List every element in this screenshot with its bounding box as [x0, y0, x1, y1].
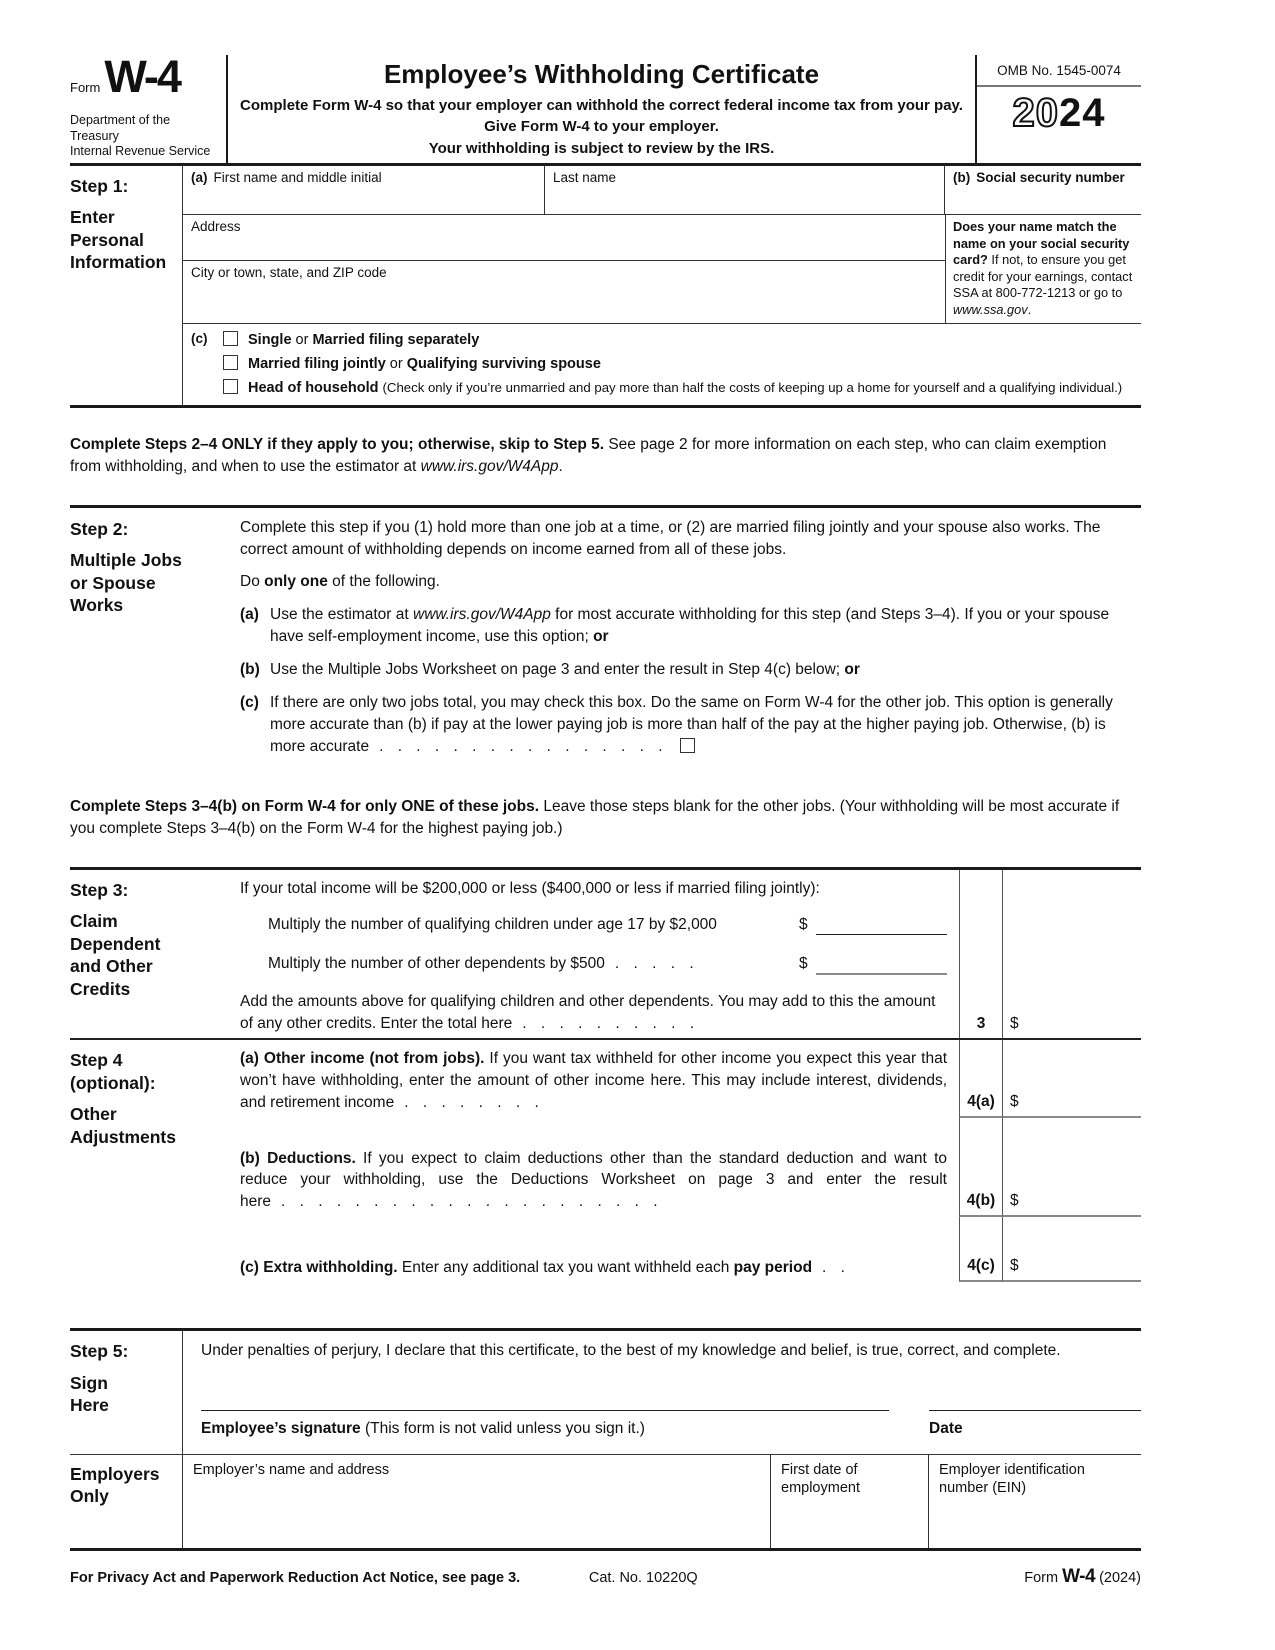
step4-spacer [240, 1217, 1141, 1253]
step4-label-line: Adjustments [70, 1126, 176, 1147]
do-pre: Do [240, 573, 265, 591]
step4-title-line: (optional): [70, 1072, 156, 1093]
spacer-text [240, 1217, 959, 1253]
filing-mid: or [291, 331, 313, 348]
agency-block [70, 113, 220, 160]
step5-label-line: Sign [70, 1372, 108, 1393]
filing-option-label [248, 379, 1122, 397]
footer-form-word: Form [1024, 1569, 1063, 1586]
qualifying-children-row [240, 904, 1141, 940]
dollar-sign: $ [1010, 1092, 1019, 1110]
step2-label-line: or Spouse [70, 572, 156, 593]
extra-withholding-row [240, 1253, 1141, 1283]
step4-title: Step 4 [70, 1050, 123, 1071]
dot-leader: . . . . . [614, 955, 699, 973]
employers-label-line: Employers [70, 1463, 160, 1484]
step3-intro-row [240, 870, 1141, 904]
footer-form-year: (2024) [1095, 1569, 1141, 1586]
step4-label [70, 1040, 240, 1282]
signature-label-text: (This form is not valid unless you sign it.) [360, 1419, 645, 1437]
date-line[interactable] [929, 1410, 1141, 1440]
step2-title: Step 2: [70, 519, 129, 540]
page-footer [70, 1551, 1141, 1588]
employer-name-caption: Employer’s name and address [193, 1461, 390, 1478]
other-dependents-row [240, 939, 1141, 979]
step5-label-line: Here [70, 1395, 109, 1416]
employer-name-address-input[interactable] [183, 1455, 771, 1548]
subtitle-2: Give Form W-4 to your employer. [484, 118, 719, 136]
notice-24-text: See page 2 for more information on each step, who can claim exemption from withholding, and when to use the estimator at [70, 435, 1107, 475]
spacer-text [240, 1118, 959, 1144]
last-name-caption: Last name [553, 169, 617, 185]
omb-year-block [975, 55, 1141, 163]
other-income-text: If you want tax withheld for other income you expect this year that won’t have withholding, enter the amount of other income here. This may include interest, dividends, and retirement income [240, 1050, 947, 1111]
step3-title: Step 3: [70, 880, 129, 901]
employee-signature-line[interactable] [201, 1410, 889, 1440]
ein-caption: Employer identification [939, 1461, 1085, 1478]
form-header [70, 51, 1141, 166]
dot-leader: . . . . . . . . . . . . . . . . [379, 738, 668, 756]
form-word: Form [70, 80, 101, 95]
option-c-text [270, 692, 1141, 758]
form-number [70, 51, 220, 102]
dollar-sign: $ [1010, 1257, 1019, 1275]
option-a-mid: for most accurate withholding for this step (and Steps 3–4). If you or your spouse have self-employment income, use this option; [270, 606, 1110, 646]
dot-leader: . . . . . . . . . . . . . . . . . . . . . [281, 1192, 663, 1210]
step3-label-line: and Other [70, 956, 153, 977]
step4-spacer [240, 1118, 1141, 1144]
date-label: Date [929, 1419, 963, 1437]
step1-fields [183, 166, 1141, 405]
step1-label [70, 166, 183, 405]
ssa-note-bold: Does your name match the name on your social security card? [953, 218, 1130, 268]
omb-number: OMB No. 1545-0074 [977, 55, 1141, 87]
dependents-amount-group [799, 953, 947, 975]
step2-section [70, 505, 1141, 770]
address-caption: Address [191, 218, 241, 234]
line-number-text: 4(a) [967, 1092, 995, 1110]
deductions-text: If you expect to claim deductions other than the standard deduction and want to reduce your withholding, use the Deductions Worksheet on page 3 and enter the result here [240, 1149, 947, 1210]
whitespace [70, 1282, 1141, 1328]
agency-line: Internal Revenue Service [70, 144, 211, 159]
option-a-or: or [593, 628, 609, 646]
city-state-zip-input[interactable] [183, 261, 945, 313]
total-credits-text: Add the amounts above for qualifying children and other dependents. You may add to this the amount of any other credits. Enter the total here [240, 993, 936, 1032]
step2-option-a [240, 604, 1141, 648]
ssa-note-text: If not, to ensure you get credit for your earnings, contact SSA at 800-772-1213 or go to [953, 252, 1133, 301]
step3-label-line: Claim [70, 911, 118, 932]
step5-section [70, 1328, 1141, 1453]
notice-24-bold: Complete Steps 2–4 ONLY if they apply to you; otherwise, skip to Step 5. [70, 435, 605, 453]
step2-intro: Complete this step if you (1) hold more than one job at a time, or (2) are married filing jointly and your spouse also works. The correct amount of withholding depends on income earned from all of these jobs. [240, 519, 1101, 559]
filing-bold: Head of household [248, 379, 379, 396]
empty-num-cell [959, 904, 1003, 940]
extra-withholding-amount-input[interactable] [1003, 1253, 1141, 1283]
address-rows [183, 215, 1141, 324]
step3-intro: If your total income will be $200,000 or less ($400,000 or less if married filing jointly): [240, 880, 820, 898]
filing-status-list [223, 331, 1141, 397]
filing-option-single [223, 331, 1141, 349]
year-outline: 20 [1012, 91, 1059, 135]
step3-label-line: Dependent [70, 933, 161, 954]
step1-label-line: Information [70, 252, 167, 273]
other-dependents-amount-input[interactable] [816, 959, 947, 975]
line-4c-number [959, 1253, 1003, 1283]
option-4c-tag: (c) [240, 1258, 259, 1276]
filing-mid: or [385, 355, 407, 372]
signature-label-bold: Employee’s signature [201, 1419, 361, 1437]
dot-leader: . . . . . . . . . . [522, 1014, 700, 1032]
empty-num-cell [959, 1118, 1003, 1144]
employers-only-label [70, 1455, 183, 1548]
step5-title: Step 5: [70, 1341, 129, 1362]
dot-leader: . . [822, 1258, 850, 1276]
last-name-input[interactable] [545, 166, 945, 214]
option-4b-tag: (b) [240, 1149, 260, 1167]
other-income-row [240, 1040, 1141, 1117]
dependents-text: Multiply the number of other dependents by $500 [268, 955, 605, 973]
head-of-household-note: (Check only if you’re unmarried and pay more than half the costs of keeping up a home for yourself and a qualifying individual.) [382, 379, 1123, 395]
step4-section [70, 1038, 1141, 1282]
filing-bold: Married filing jointly [248, 355, 386, 372]
notice-steps-3-4b [70, 786, 1141, 852]
deductions-row [240, 1144, 1141, 1217]
footer-form-number: W-4 [1062, 1565, 1096, 1587]
ssa-note-end: . [1027, 302, 1032, 318]
other-income-amount-input[interactable] [1003, 1040, 1141, 1117]
first-date-employment-input[interactable] [771, 1455, 929, 1548]
a-tag: (a) [191, 169, 208, 185]
estimator-url: www.irs.gov/W4App [413, 606, 551, 624]
total-credits-line [240, 979, 959, 1038]
perjury-declaration: Under penalties of perjury, I declare that this certificate, to the best of my knowledge and belief, is true, correct, and complete. [201, 1342, 1061, 1360]
ssn-caption: Social security number [976, 169, 1125, 185]
step4-rows [240, 1040, 1141, 1282]
tax-year [977, 87, 1141, 136]
deductions-amount-input[interactable] [1003, 1144, 1141, 1217]
empty-amt-cell [1003, 870, 1141, 904]
ein-input[interactable] [929, 1455, 1141, 1548]
two-jobs-checkbox[interactable] [680, 738, 695, 753]
option-b-tag: (b) [240, 661, 260, 679]
empty-num-cell [959, 939, 1003, 979]
children-text: Multiply the number of qualifying children under age 17 by $2,000 [268, 915, 717, 933]
filing-status-row [183, 324, 1141, 405]
empty-amt-cell [1003, 904, 1141, 940]
step2-body [240, 517, 1141, 758]
ein-caption: number (EIN) [939, 1480, 1027, 1497]
single-checkbox[interactable] [223, 331, 238, 346]
dollar-sign: $ [1010, 1015, 1019, 1033]
ssa-url: www.ssa.gov [953, 302, 1028, 318]
option-4a-tag: (a) [240, 1050, 259, 1068]
city-caption: City or town, state, and ZIP code [191, 264, 387, 280]
dept-line: Department of the Treasury [70, 113, 171, 143]
line-4b-number [959, 1144, 1003, 1217]
ssn-input[interactable] [945, 166, 1141, 214]
step2-label [70, 517, 240, 758]
empty-amt-cell [1003, 939, 1141, 979]
privacy-act-notice: For Privacy Act and Paperwork Reduction Act Notice, see page 3. [70, 1569, 521, 1586]
line-4a-number [959, 1040, 1003, 1117]
step5-label [70, 1331, 183, 1453]
step2-option-c [240, 692, 1141, 758]
step5-body [183, 1331, 1141, 1453]
children-credit-amount-input[interactable] [816, 919, 947, 935]
step2-option-b [240, 659, 1141, 681]
total-credits-row [240, 979, 1141, 1038]
filing-bold: Married filing separately [312, 331, 480, 348]
page-title: Employee’s Withholding Certificate [383, 59, 820, 89]
notice-34-text: Leave those steps blank for the other jobs. (Your withholding will be most accurate if you complete Steps 3–4(b) on the Form W-4 for the highest paying job.) [70, 797, 1120, 837]
empty-amt-cell [1003, 1118, 1141, 1144]
first-date-caption: employment [781, 1480, 860, 1497]
children-amount-group [799, 914, 947, 936]
option-b-text [270, 659, 1141, 681]
other-income-line [240, 1040, 959, 1117]
dependents-line [240, 939, 959, 979]
estimator-url: www.irs.gov/W4App [420, 457, 559, 475]
filing-option-married-jointly [223, 355, 1141, 373]
step2-label-line: Multiple Jobs [70, 550, 182, 571]
extra-withholding-line [240, 1253, 959, 1283]
other-income-bold: Other income (not from jobs). [263, 1050, 485, 1068]
line-number-text: 3 [976, 1015, 986, 1033]
option-c-tag: (c) [240, 694, 259, 712]
dollar-sign: $ [799, 915, 808, 933]
notice-34-bold: Complete Steps 3–4(b) on Form W-4 for only ONE of these jobs. [70, 797, 540, 815]
step1-section [70, 166, 1141, 408]
first-name-caption: First name and middle initial [213, 169, 382, 185]
b-tag: (b) [953, 169, 971, 185]
name-row [183, 166, 1141, 215]
subtitle-3: Your withholding is subject to review by the IRS. [428, 139, 775, 157]
filing-option-label [248, 355, 601, 373]
filing-bold: Single [248, 331, 292, 348]
step3-section [70, 867, 1141, 1038]
first-date-caption: First date of [781, 1461, 858, 1478]
step1-label-line: Personal [70, 229, 144, 250]
total-credits-amount-input[interactable] [1003, 979, 1141, 1038]
notice-steps-2-4 [70, 424, 1141, 490]
catalog-number: Cat. No. 10220Q [588, 1569, 698, 1586]
step1-title: Step 1: [70, 175, 129, 196]
do-bold: only one [264, 573, 328, 591]
step3-label [70, 870, 240, 1038]
deductions-line [240, 1144, 959, 1217]
notice-24-end: . [558, 457, 563, 475]
empty-num-cell [959, 1217, 1003, 1253]
form-number-text: W-4 [104, 51, 180, 102]
form-footer-id [763, 1566, 1141, 1588]
line-number-text: 4(b) [966, 1191, 996, 1209]
c-tag: (c) [191, 330, 208, 346]
step2-label-line: Works [70, 595, 124, 616]
ssa-note [945, 215, 1141, 323]
filing-option-label [248, 331, 479, 349]
option-a-pre: Use the estimator at [270, 606, 414, 624]
subtitle-1: Complete Form W-4 so that your employer can withhold the correct federal income tax from your pay. [240, 97, 963, 114]
option-b-or: or [844, 661, 860, 679]
step3-label-line: Credits [70, 978, 131, 999]
do-post: of the following. [327, 573, 440, 591]
pay-period-bold: pay period [733, 1258, 813, 1276]
address-column [183, 215, 945, 323]
empty-amt-cell [1003, 1217, 1141, 1253]
employers-label-line: Only [70, 1486, 109, 1507]
option-a-text [270, 604, 1141, 648]
filing-bold: Qualifying surviving spouse [406, 355, 601, 372]
option-a-tag: (a) [240, 606, 259, 624]
year-bold: 24 [1059, 91, 1106, 135]
dollar-sign: $ [799, 955, 808, 973]
address-input[interactable] [183, 215, 945, 261]
line-3-number [959, 979, 1003, 1038]
step2-do-only-one [240, 571, 1141, 593]
step3-rows [240, 870, 1141, 1038]
empty-num-cell [959, 870, 1003, 904]
step4-label-line: Other [70, 1104, 117, 1125]
filing-option-head-of-household [223, 379, 1141, 397]
extra-withholding-text: Enter any additional tax you want withheld each [397, 1258, 734, 1276]
extra-withholding-bold: Extra withholding. [263, 1258, 398, 1276]
first-name-input[interactable] [183, 166, 545, 214]
option-b-body: Use the Multiple Jobs Worksheet on page 3 and enter the result in Step 4(c) below; [270, 661, 845, 679]
form-number-block [70, 51, 228, 163]
option-c-body: If there are only two jobs total, you may check this box. Do the same on Form W-4 for the other job. This option is generally more accurate than (b) if pay at the lower paying job is more than half of the pay at the higher paying job. Otherwise, (b) is more accurate [270, 694, 1113, 756]
title-block [228, 55, 975, 163]
head-of-household-checkbox[interactable] [223, 379, 238, 394]
employers-only-section [70, 1454, 1141, 1551]
deductions-bold: Deductions. [267, 1149, 356, 1167]
married-jointly-checkbox[interactable] [223, 355, 238, 370]
children-line [240, 904, 959, 940]
signature-row [201, 1410, 1141, 1440]
dot-leader: . . . . . . . . [404, 1093, 544, 1111]
dollar-sign: $ [1010, 1191, 1019, 1209]
line-number-text: 4(c) [967, 1257, 995, 1275]
step1-label-line: Enter [70, 207, 115, 228]
